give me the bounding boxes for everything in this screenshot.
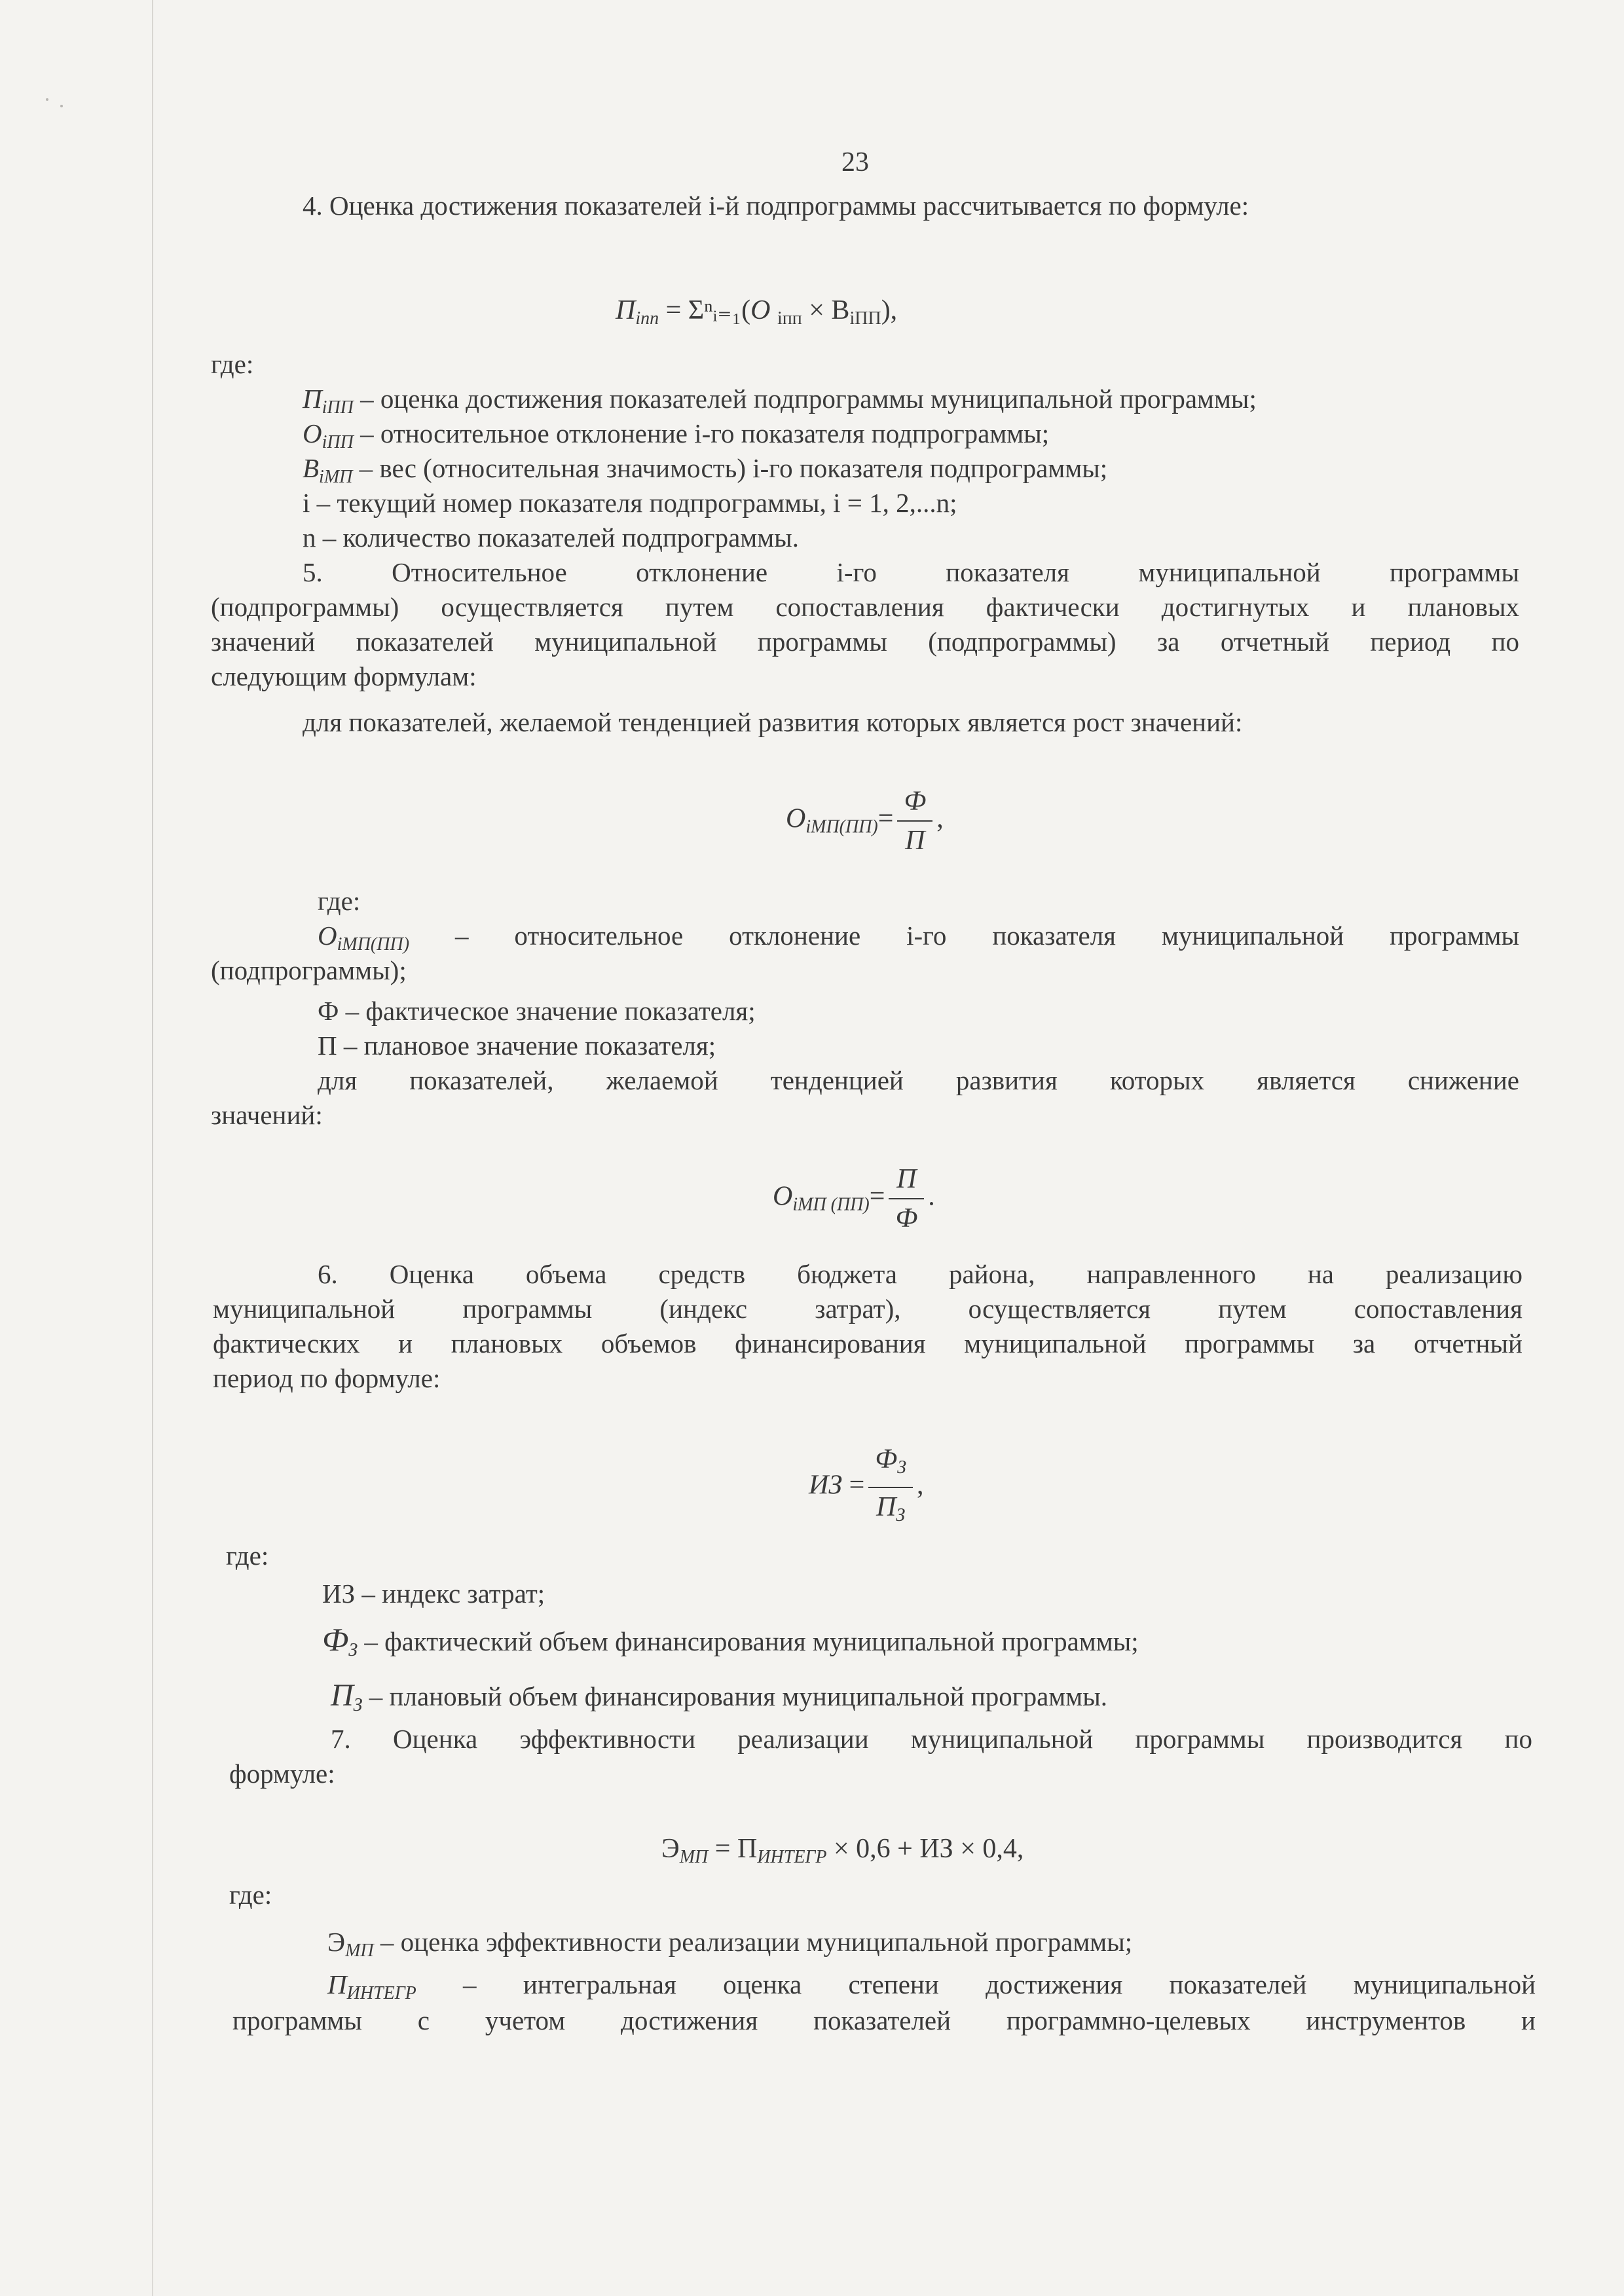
def-symbol: П [327, 1969, 347, 1999]
formula-end: ), [881, 295, 898, 325]
formula-times: × В [809, 295, 850, 325]
decrease-indicators-line-1 [318, 1063, 1519, 1097]
decrease-indicators-line-2: значений: [211, 1100, 323, 1130]
definition-n: n – количество показателей подпрограммы. [303, 522, 799, 553]
text-line: (подпрограммы) осуществляется путем сопоставления фактически достигнутых и плановых [211, 592, 1519, 622]
text-line [318, 920, 1520, 955]
def-subscript: ИНТЕГР [346, 1983, 416, 2003]
definition-pintegr-cont [232, 2003, 1536, 2037]
formula-subscript: iМП(ПП) [805, 816, 878, 837]
formula-symbol: ИЗ [809, 1470, 843, 1501]
text-line [327, 1969, 1536, 2003]
paragraph-5-line-4: следующим формулам: [211, 661, 477, 691]
formula-cost-index [809, 1440, 923, 1535]
formula-subscript: МП [679, 1847, 709, 1867]
page-number: 23 [841, 147, 869, 177]
text-line: 7. Оценка эффективности реализации муниципальной программы производится по [331, 1724, 1532, 1754]
definition-pz [331, 1679, 1107, 1722]
paragraph-4: 4. Оценка достижения показателей i-й подпрограммы рассчитывается по формуле: [303, 191, 1249, 221]
def-symbol: О [303, 418, 322, 448]
text-line: 5. Относительное отклонение i-го показателя муниципальной программы [303, 557, 1519, 587]
fraction [889, 1160, 924, 1237]
text-line: для показателей, желаемой тенденцией развития которых является снижение [318, 1065, 1519, 1095]
def-subscript: iПП [322, 432, 354, 452]
paragraph-7-line-2: формуле: [229, 1758, 335, 1789]
formula-symbol: О [773, 1181, 793, 1212]
formula-subprogram-score [616, 293, 897, 329]
text-line: программы с учетом достижения показателей программно-целевых инструментов и [232, 2005, 1536, 2035]
paragraph-6-line-4: период по формуле: [213, 1363, 441, 1393]
where-label: где: [226, 1540, 269, 1571]
def-symbol: П [303, 384, 322, 414]
def-subscript: З [353, 1695, 363, 1715]
paragraph-6-line-3 [213, 1326, 1522, 1360]
formula-symbol: П [616, 295, 636, 325]
formula-symbol: О [786, 803, 806, 834]
formula-subscript: iМП (ПП) [792, 1194, 870, 1215]
def-subscript: З [348, 1640, 358, 1660]
fraction-numerator: П [889, 1160, 924, 1199]
fraction-symbol: Ф [875, 1444, 898, 1474]
formula-end: , [916, 1470, 924, 1501]
formula-subscript: iПП [849, 308, 881, 329]
def-text: – плановый объем финансирования муниципальной программы. [369, 1681, 1107, 1711]
text-line: значений показателей муниципальной программы (подпрограммы) за отчетный период по [211, 627, 1519, 657]
formula-deviation-decrease [773, 1160, 935, 1237]
def-subscript: МП [345, 1941, 374, 1961]
def-subscript: iМП(ПП) [337, 934, 410, 955]
formula-eq: = [869, 1181, 885, 1212]
formula-sum: = Σⁿᵢ₌₁( [665, 295, 751, 325]
def-text: – фактический объем финансирования муниципальной программы; [364, 1626, 1139, 1656]
growth-indicators-line: для показателей, желаемой тенденцией развития которых является рост значений: [303, 707, 1243, 737]
fraction-denominator: Ф [895, 1203, 918, 1233]
fraction-symbol: П [876, 1492, 896, 1522]
definition-i: i – текущий номер показателя подпрограммы, i = 1, 2,...n; [303, 488, 957, 518]
paragraph-6-line-2 [213, 1292, 1522, 1326]
fraction-numerator: Ф [897, 782, 932, 822]
definition-o-imppp-cont: (подпрограммы); [211, 955, 407, 985]
fraction [897, 782, 932, 860]
def-text: – оценка эффективности реализации муниципальной программы; [380, 1927, 1133, 1957]
formula-symbol: О [750, 295, 771, 325]
where-label: где: [229, 1880, 272, 1910]
formula-symbol: Э [661, 1834, 680, 1864]
definition-emp [327, 1925, 1132, 1968]
paragraph-6-line-1 [318, 1257, 1522, 1291]
formula-end: . [928, 1181, 935, 1212]
formula-eq: = [849, 1470, 865, 1501]
formula-end: , [936, 803, 944, 834]
text-line: муниципальной программы (индекс затрат), осуществляется путем сопоставления [213, 1294, 1522, 1324]
where-label: где: [318, 886, 361, 916]
def-symbol: Э [327, 1927, 346, 1957]
formula-eq: = [877, 803, 894, 834]
paragraph-7-line-1 [331, 1722, 1532, 1756]
def-symbol: П [331, 1678, 354, 1713]
scan-fold-line [152, 0, 153, 2296]
def-text: – интегральная оценка степени достижения показателей муниципальной [463, 1969, 1536, 1999]
def-text: – относительное отклонение i-го показателя подпрограммы; [360, 418, 1050, 448]
formula-subscript: iпп [635, 308, 659, 329]
fraction-denominator [868, 1488, 913, 1535]
definition-fz [322, 1622, 1139, 1667]
where-label: где: [211, 349, 254, 379]
paragraph-5-line-3 [211, 625, 1519, 659]
formula-deviation-growth [786, 782, 944, 860]
definition-iz: ИЗ – индекс затрат; [322, 1578, 545, 1609]
definition-f: Ф – фактическое значение показателя; [318, 996, 756, 1026]
scan-speck [60, 105, 63, 107]
def-text: – оценка достижения показателей подпрограммы муниципальной программы; [360, 384, 1257, 414]
definition-p: П – плановое значение показателя; [318, 1030, 716, 1061]
definition-o-imppp [318, 919, 1519, 962]
fraction-subscript: З [896, 1505, 906, 1525]
fraction-denominator: П [905, 826, 925, 856]
formula-efficiency [661, 1833, 1024, 1868]
fraction-subscript: З [897, 1457, 906, 1478]
scan-speck [46, 98, 48, 101]
text-line: фактических и плановых объемов финансирования муниципальной программы за отчетный [213, 1328, 1522, 1358]
formula-rest: × 0,6 + ИЗ × 0,4, [833, 1834, 1024, 1864]
def-symbol: Ф [322, 1621, 349, 1658]
def-symbol: О [318, 920, 337, 951]
def-subscript: iМП [319, 467, 353, 487]
formula-subscript: iпп [777, 308, 802, 329]
def-text: – относительное отклонение i-го показателя муниципальной программы [454, 920, 1520, 951]
paragraph-5-line-2 [211, 590, 1519, 624]
def-text: – вес (относительная значимость) i-го показателя подпрограммы; [359, 453, 1108, 483]
paragraph-5-line-1 [303, 555, 1519, 589]
def-symbol: В [303, 453, 320, 483]
formula-eq: = П [714, 1834, 758, 1864]
text-line: 6. Оценка объема средств бюджета района, направленного на реализацию [318, 1259, 1522, 1289]
fraction [868, 1440, 913, 1535]
def-subscript: iПП [322, 397, 354, 418]
fraction-numerator [868, 1440, 913, 1488]
formula-subscript: ИНТЕГР [757, 1847, 827, 1867]
